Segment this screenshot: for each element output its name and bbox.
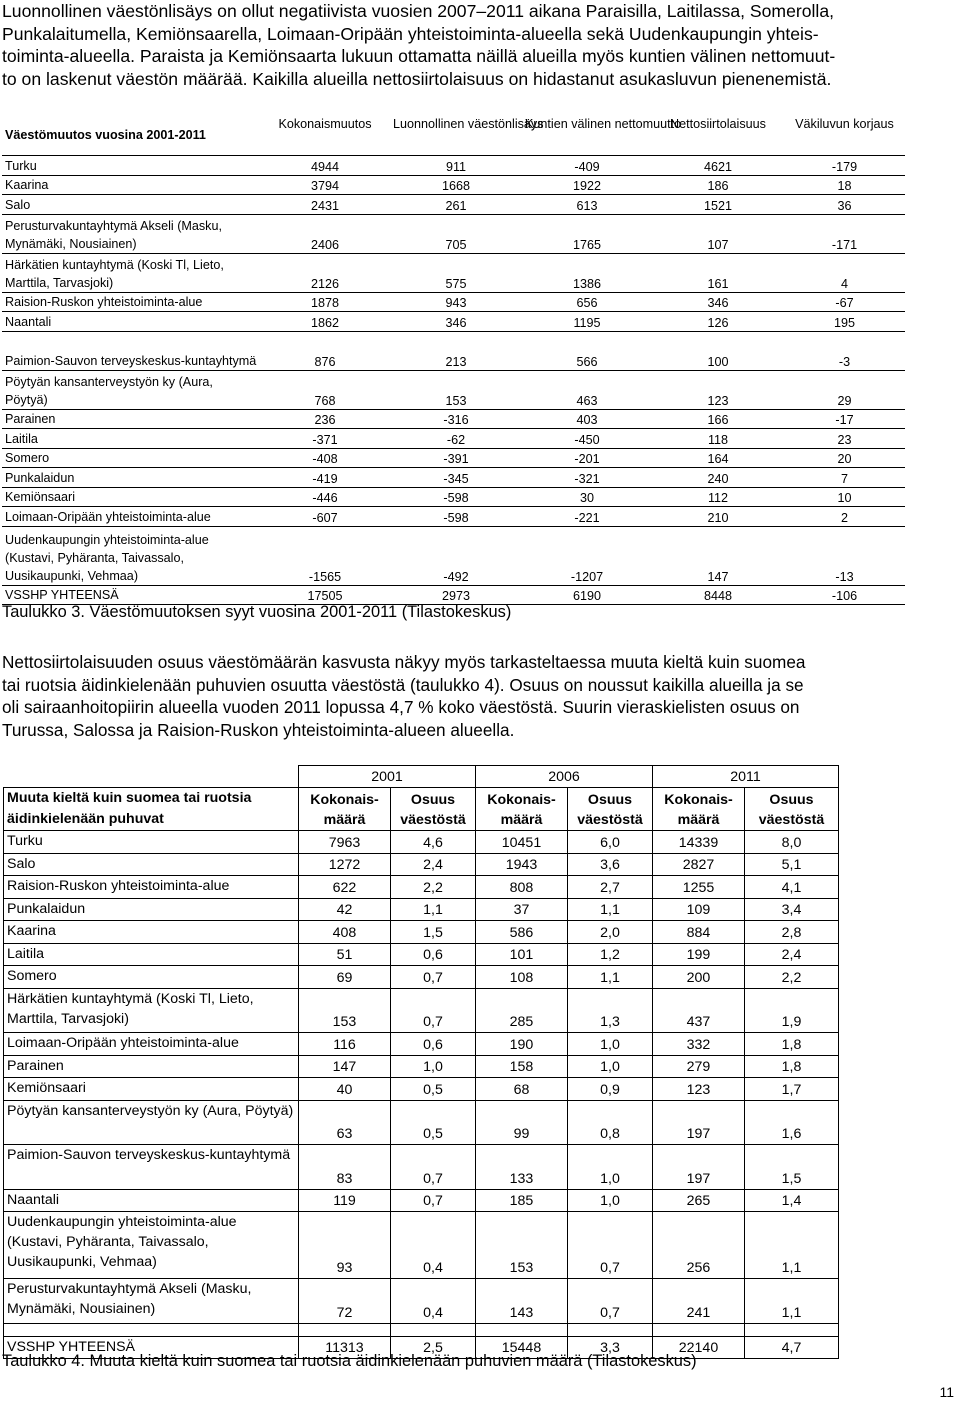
table-cell: 153 (476, 1212, 568, 1279)
table-row (2, 429, 905, 449)
table-cell: 0,5 (391, 1078, 476, 1101)
table-cell: 705 (390, 214, 522, 253)
table-row (2, 370, 905, 409)
table-cell: 1,8 (745, 1033, 839, 1056)
table-cell: 3,6 (568, 853, 653, 876)
table-cell: 42 (299, 898, 391, 921)
paragraph-line: to on laskenut väestön määrää. Kaikilla alueilla nettosiirtolaisuus on hidastanut asukasluvun pienenemistä. (2, 68, 832, 89)
table-cell: 112 (652, 487, 784, 507)
table-cell: 83 (299, 1145, 391, 1190)
row-label: Perusturvakuntayhtymä Akseli (Masku, Mynämäki, Nousiainen) (4, 1279, 299, 1324)
table-cell: 119 (299, 1189, 391, 1212)
table4-caption: Taulukko 4. Muuta kieltä kuin suomea tai ruotsia äidinkielenään puhuvien määrä (Tilastokeskus) (2, 1352, 697, 1370)
table-cell: 403 (522, 409, 652, 429)
row-label: Somero (4, 966, 299, 989)
year-header: 2011 (653, 766, 839, 788)
empty-cell (476, 1323, 568, 1336)
table-cell: 4621 (652, 156, 784, 176)
intro-paragraph (2, 0, 958, 90)
table-cell: 153 (299, 988, 391, 1033)
population-change-table (2, 112, 905, 605)
table-cell: 0,7 (568, 1212, 653, 1279)
table-cell: 240 (652, 468, 784, 488)
row-label: Kaarina (4, 921, 299, 944)
table-cell: 8448 (652, 585, 784, 605)
table-cell: 5,1 (745, 853, 839, 876)
table-cell: 622 (299, 876, 391, 899)
table-row (2, 468, 905, 488)
table-cell: 0,4 (391, 1212, 476, 1279)
row-label: Kemiönsaari (2, 487, 260, 507)
table-cell: -321 (522, 468, 652, 488)
table-cell: -62 (390, 429, 522, 449)
table-cell: 2,5 (391, 1336, 476, 1359)
row-label: Raision-Ruskon yhteistoiminta-alue (4, 876, 299, 899)
table-cell: 408 (299, 921, 391, 944)
table-row (4, 943, 839, 966)
table-cell: 1,3 (568, 988, 653, 1033)
table-cell: 10451 (476, 831, 568, 854)
column-header: Nettosiirtolaisuus (652, 112, 784, 156)
table-cell: 279 (653, 1055, 745, 1078)
table-cell: 69 (299, 966, 391, 989)
table-cell: 1,1 (568, 898, 653, 921)
table-cell: 437 (653, 988, 745, 1033)
table-cell: 3,3 (568, 1336, 653, 1359)
immigration-paragraph (2, 651, 958, 741)
table-cell: 199 (653, 943, 745, 966)
table-cell: 1,0 (568, 1189, 653, 1212)
table-cell: -221 (522, 507, 652, 527)
table-cell: 0,7 (391, 1145, 476, 1190)
table-row (2, 487, 905, 507)
table-cell: 2,4 (745, 943, 839, 966)
table-cell: 876 (260, 331, 390, 370)
row-label: Naantali (2, 312, 260, 332)
table-cell: 0,7 (391, 966, 476, 989)
empty-cell (568, 1323, 653, 1336)
table-row (2, 507, 905, 527)
table-cell: 463 (522, 370, 652, 409)
table-cell: 1,0 (568, 1033, 653, 1056)
table-cell: 63 (299, 1100, 391, 1145)
table-cell: 51 (299, 943, 391, 966)
row-label: Turku (4, 831, 299, 854)
spacer-row (4, 1323, 839, 1336)
column-header-share: Osuus väestöstä (391, 788, 476, 831)
table-cell: 0,7 (391, 1189, 476, 1212)
table-title: Muuta kieltä kuin suomea tai ruotsia äidinkielenään puhuvat (4, 788, 299, 831)
table-cell: 186 (652, 175, 784, 195)
table-cell: 4,7 (745, 1336, 839, 1359)
table-row (2, 409, 905, 429)
empty-cell (4, 766, 299, 788)
table-cell: 1386 (522, 253, 652, 292)
table-row (2, 214, 905, 253)
row-label: Paimion-Sauvon terveyskeskus-kuntayhtymä (4, 1145, 299, 1190)
row-label: Härkätien kuntayhtymä (Koski Tl, Lieto, Marttila, Tarvasjoki) (2, 253, 260, 292)
year-header: 2006 (476, 766, 653, 788)
table-cell: 0,6 (391, 943, 476, 966)
table-row (4, 831, 839, 854)
table-cell: 72 (299, 1279, 391, 1324)
row-label: Salo (4, 853, 299, 876)
table-cell: 1,1 (391, 898, 476, 921)
table-cell: -409 (522, 156, 652, 176)
year-header: 2001 (299, 766, 476, 788)
table-cell: 256 (653, 1212, 745, 1279)
table-cell: 17505 (260, 585, 390, 605)
row-label: Uudenkaupungin yhteistoiminta-alue (Kustavi, Pyhäranta, Taivassalo, Uusikaupunki, Vehmaa) (4, 1212, 299, 1279)
table-row (4, 1279, 839, 1324)
table-cell: -316 (390, 409, 522, 429)
table-cell: -371 (260, 429, 390, 449)
table-cell: -345 (390, 468, 522, 488)
column-header-count: Kokonais-määrä (299, 788, 391, 831)
table-cell: 147 (652, 526, 784, 585)
table-cell: 123 (653, 1078, 745, 1101)
table-cell: 18 (784, 175, 905, 195)
row-label: Kemiönsaari (4, 1078, 299, 1101)
column-header: Luonnollinen väestönlisäys (390, 112, 522, 156)
table-cell: 190 (476, 1033, 568, 1056)
column-header-row (4, 788, 839, 831)
table-cell: 99 (476, 1100, 568, 1145)
table-cell: 0,6 (391, 1033, 476, 1056)
table-cell: 197 (653, 1100, 745, 1145)
table-cell: 2,0 (568, 921, 653, 944)
paragraph-line: Punkalaitumella, Kemiönsaarella, Loimaan-Oripään yhteistoiminta-alueella sekä Uudenkaupungin yhteis- (2, 23, 819, 44)
table-row (4, 1212, 839, 1279)
table-cell: 161 (652, 253, 784, 292)
table-row (2, 292, 905, 312)
table-cell: 6190 (522, 585, 652, 605)
table-cell: 236 (260, 409, 390, 429)
table-cell: 15448 (476, 1336, 568, 1359)
table-cell: 0,8 (568, 1100, 653, 1145)
table-row (4, 966, 839, 989)
table-cell: 1,1 (568, 966, 653, 989)
table-cell: 586 (476, 921, 568, 944)
table-cell: 241 (653, 1279, 745, 1324)
table-row (4, 1189, 839, 1212)
table-cell: -446 (260, 487, 390, 507)
table3-caption: Taulukko 3. Väestömuutoksen syyt vuosina 2001-2011 (Tilastokeskus) (2, 603, 512, 621)
table-row (4, 1100, 839, 1145)
row-label: Somero (2, 448, 260, 468)
table-cell: 133 (476, 1145, 568, 1190)
table-cell: 164 (652, 448, 784, 468)
table-cell: -1207 (522, 526, 652, 585)
row-label: Salo (2, 195, 260, 215)
table-cell: 8,0 (745, 831, 839, 854)
row-label: Paimion-Sauvon terveyskeskus-kuntayhtymä (2, 331, 260, 370)
table-cell: 0,9 (568, 1078, 653, 1101)
row-label: Parainen (4, 1055, 299, 1078)
table-cell: 14339 (653, 831, 745, 854)
table-row (4, 898, 839, 921)
table-cell: -419 (260, 468, 390, 488)
table-cell: 0,7 (568, 1279, 653, 1324)
table-cell: 1,1 (745, 1279, 839, 1324)
row-label: Loimaan-Oripään yhteistoiminta-alue (4, 1033, 299, 1056)
table-cell: 200 (653, 966, 745, 989)
table-row (4, 1145, 839, 1190)
table-cell: 153 (390, 370, 522, 409)
table-cell: -179 (784, 156, 905, 176)
table-cell: 116 (299, 1033, 391, 1056)
table-cell: 2 (784, 507, 905, 527)
paragraph-line: Turussa, Salossa ja Raision-Ruskon yhteistoiminta-alueen alueella. (2, 719, 515, 740)
table-cell: -171 (784, 214, 905, 253)
table-cell: 884 (653, 921, 745, 944)
paragraph-line: Nettosiirtolaisuuden osuus väestömäärän kasvusta näkyy myös tarkasteltaessa muuta kieltä kuin suomea (2, 652, 806, 672)
table-cell: 285 (476, 988, 568, 1033)
table-cell: 210 (652, 507, 784, 527)
table-cell: 108 (476, 966, 568, 989)
table-cell: 1,5 (391, 921, 476, 944)
row-label: VSSHP YHTEENSÄ (4, 1336, 299, 1359)
table-cell: 40 (299, 1078, 391, 1101)
table-cell: 1,6 (745, 1100, 839, 1145)
column-header: Kuntien välinen nettomuutto (522, 112, 652, 156)
table-cell: 2,7 (568, 876, 653, 899)
table-cell: -607 (260, 507, 390, 527)
table-cell: 1255 (653, 876, 745, 899)
table-cell: -67 (784, 292, 905, 312)
row-label: Laitila (2, 429, 260, 449)
table-cell: 265 (653, 1189, 745, 1212)
table-cell: -492 (390, 526, 522, 585)
table-cell: 123 (652, 370, 784, 409)
table-cell: 1,4 (745, 1189, 839, 1212)
table-cell: 3,4 (745, 898, 839, 921)
paragraph-line: Luonnollinen väestönlisäys on ollut negatiivista vuosien 2007–2011 aikana Paraisilla, Laitilassa, Somerolla, (2, 1, 834, 21)
table-cell: 20 (784, 448, 905, 468)
table-cell: 109 (653, 898, 745, 921)
table-cell: 1943 (476, 853, 568, 876)
empty-cell (391, 1323, 476, 1336)
table-row (4, 1055, 839, 1078)
table-cell: -408 (260, 448, 390, 468)
column-header-count: Kokonais-määrä (476, 788, 568, 831)
row-label: Naantali (4, 1189, 299, 1212)
table-cell: -13 (784, 526, 905, 585)
foreign-language-table (3, 765, 839, 1359)
table-row (2, 156, 905, 176)
table-cell: 195 (784, 312, 905, 332)
table-cell: -17 (784, 409, 905, 429)
table-cell: 11313 (299, 1336, 391, 1359)
table-cell: 166 (652, 409, 784, 429)
table-cell: 2827 (653, 853, 745, 876)
table-cell: 1,9 (745, 988, 839, 1033)
column-header-share: Osuus väestöstä (568, 788, 653, 831)
table-cell: 37 (476, 898, 568, 921)
table-cell: 100 (652, 331, 784, 370)
table-cell: 1195 (522, 312, 652, 332)
table-cell: -450 (522, 429, 652, 449)
table-cell: 0,5 (391, 1100, 476, 1145)
table-cell: 1,8 (745, 1055, 839, 1078)
table-cell: 911 (390, 156, 522, 176)
table-cell: 36 (784, 195, 905, 215)
table-cell: 2,4 (391, 853, 476, 876)
column-header: Väkiluvun korjaus (784, 112, 905, 156)
row-label: Perusturvakuntayhtymä Akseli (Masku, Mynämäki, Nousiainen) (2, 214, 260, 253)
table-cell: 93 (299, 1212, 391, 1279)
row-label: Uudenkaupungin yhteistoiminta-alue (Kustavi, Pyhäranta, Taivassalo, Uusikaupunki, Vehmaa) (2, 526, 260, 585)
paragraph-line: tai ruotsia äidinkielenään puhuvien osuutta väestöstä (taulukko 4). Osuus on noussut kaikilla alueilla ja se (2, 674, 804, 695)
table-cell: -598 (390, 487, 522, 507)
table-cell: 143 (476, 1279, 568, 1324)
table-cell: 943 (390, 292, 522, 312)
table-cell: 2,2 (391, 876, 476, 899)
table-cell: 346 (652, 292, 784, 312)
table-row (4, 853, 839, 876)
empty-cell (745, 1323, 839, 1336)
column-header-count: Kokonais-määrä (653, 788, 745, 831)
row-label: Turku (2, 156, 260, 176)
row-label: Raision-Ruskon yhteistoiminta-alue (2, 292, 260, 312)
row-label: Pöytyän kansanterveystyön ky (Aura, Pöytyä) (2, 370, 260, 409)
empty-cell (653, 1323, 745, 1336)
table-cell: 10 (784, 487, 905, 507)
page-number: 11 (939, 1384, 954, 1400)
table-row (4, 1033, 839, 1056)
table-cell: 68 (476, 1078, 568, 1101)
table-cell: 346 (390, 312, 522, 332)
row-label: Pöytyän kansanterveystyön ky (Aura, Pöytyä) (4, 1100, 299, 1145)
table-row (2, 253, 905, 292)
table-cell: 1,0 (391, 1055, 476, 1078)
table-row (2, 585, 905, 605)
table-cell: 118 (652, 429, 784, 449)
table-cell: 4,6 (391, 831, 476, 854)
table-row (4, 876, 839, 899)
table-cell: 4 (784, 253, 905, 292)
table-cell: 30 (522, 487, 652, 507)
table-row (2, 448, 905, 468)
table-cell: 0,4 (391, 1279, 476, 1324)
row-label: Parainen (2, 409, 260, 429)
table-cell: 656 (522, 292, 652, 312)
row-label: Härkätien kuntayhtymä (Koski Tl, Lieto, Marttila, Tarvasjoki) (4, 988, 299, 1033)
table-row (2, 175, 905, 195)
table-row (4, 921, 839, 944)
table-cell: -598 (390, 507, 522, 527)
table-cell: -106 (784, 585, 905, 605)
table-cell: 2973 (390, 585, 522, 605)
table-cell: 1,2 (568, 943, 653, 966)
table-header-row (2, 112, 905, 156)
column-header-share: Osuus väestöstä (745, 788, 839, 831)
table-cell: 6,0 (568, 831, 653, 854)
empty-cell (299, 1323, 391, 1336)
row-label: Laitila (4, 943, 299, 966)
table-row (4, 1078, 839, 1101)
table-cell: 2406 (260, 214, 390, 253)
table-cell: 808 (476, 876, 568, 899)
table-cell: 1272 (299, 853, 391, 876)
table-cell: 2,2 (745, 966, 839, 989)
table-cell: 158 (476, 1055, 568, 1078)
table-cell: 107 (652, 214, 784, 253)
table-cell: 1,0 (568, 1055, 653, 1078)
table-cell: 332 (653, 1033, 745, 1056)
table-cell: 1668 (390, 175, 522, 195)
table-cell: 4944 (260, 156, 390, 176)
table-cell: 126 (652, 312, 784, 332)
paragraph-line: oli sairaanhoitopiirin alueella vuoden 2011 lopussa 4,7 % koko väestöstä. Suurin vieraskielisten osuus on (2, 697, 800, 718)
year-header-row (4, 766, 839, 788)
table-cell: 261 (390, 195, 522, 215)
row-label: VSSHP YHTEENSÄ (2, 585, 260, 605)
table-cell: 1922 (522, 175, 652, 195)
row-label: Kaarina (2, 175, 260, 195)
table-row (2, 526, 905, 585)
empty-cell (4, 1323, 299, 1336)
table-cell: 575 (390, 253, 522, 292)
table-cell: 1765 (522, 214, 652, 253)
table-cell: 768 (260, 370, 390, 409)
table-row (4, 988, 839, 1033)
table-cell: 2126 (260, 253, 390, 292)
table-cell: 613 (522, 195, 652, 215)
table-cell: 1,1 (745, 1212, 839, 1279)
table-cell: 185 (476, 1189, 568, 1212)
paragraph-line: toiminta-alueella. Paraista ja Kemiönsaarta lukuun ottamatta näillä alueilla myös kuntien välinen nettomuut- (2, 46, 836, 67)
table-cell: 7963 (299, 831, 391, 854)
table-title: Väestömuutos vuosina 2001-2011 (2, 112, 260, 156)
table-cell: 1878 (260, 292, 390, 312)
table-cell: 566 (522, 331, 652, 370)
table-cell: 2,8 (745, 921, 839, 944)
table-cell: 3794 (260, 175, 390, 195)
table-cell: 1521 (652, 195, 784, 215)
table-cell: 1,7 (745, 1078, 839, 1101)
table-row (2, 195, 905, 215)
table-cell: -1565 (260, 526, 390, 585)
table-cell: 4,1 (745, 876, 839, 899)
table-cell: 197 (653, 1145, 745, 1190)
table-cell: 1862 (260, 312, 390, 332)
table-cell: 7 (784, 468, 905, 488)
table-cell: 1,5 (745, 1145, 839, 1190)
table-cell: -391 (390, 448, 522, 468)
table-cell: 1,0 (568, 1145, 653, 1190)
row-label: Punkalaidun (4, 898, 299, 921)
table-cell: 101 (476, 943, 568, 966)
column-header: Kokonaismuutos (260, 112, 390, 156)
table-row (2, 312, 905, 332)
table-cell: 23 (784, 429, 905, 449)
row-label: Punkalaidun (2, 468, 260, 488)
table-cell: 22140 (653, 1336, 745, 1359)
table-cell: -3 (784, 331, 905, 370)
table-cell: 0,7 (391, 988, 476, 1033)
table-cell: -201 (522, 448, 652, 468)
table-cell: 213 (390, 331, 522, 370)
table-cell: 29 (784, 370, 905, 409)
table-cell: 2431 (260, 195, 390, 215)
table-row (2, 331, 905, 370)
table-cell: 147 (299, 1055, 391, 1078)
row-label: Loimaan-Oripään yhteistoiminta-alue (2, 507, 260, 527)
